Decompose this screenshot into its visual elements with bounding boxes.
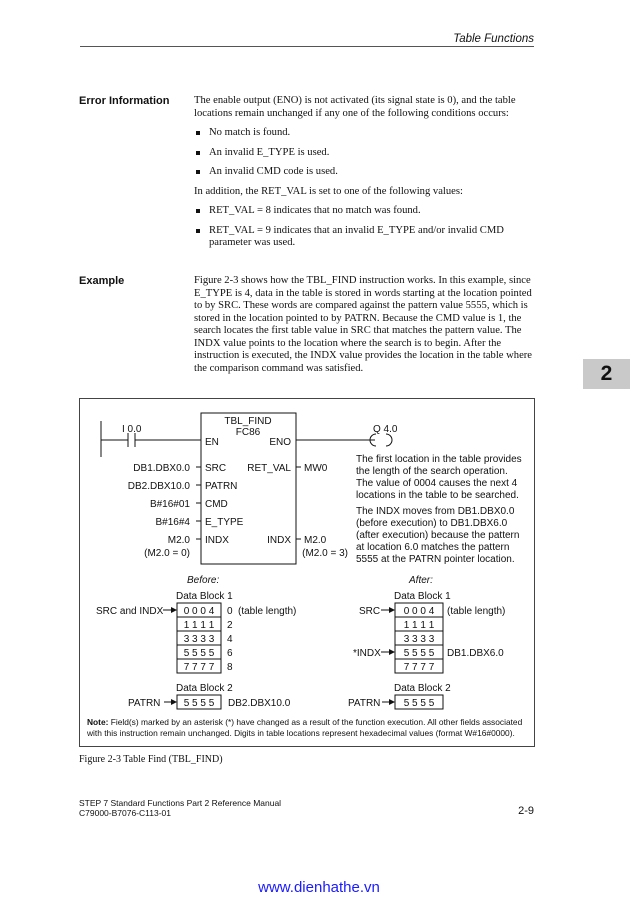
table-cell: 3 3 3 3 — [183, 634, 215, 645]
offset-label: 0 — [227, 606, 233, 617]
error-info-heading: Error Information — [79, 95, 170, 107]
footer-manual-title: STEP 7 Standard Functions Part 2 Reference Manual — [79, 798, 282, 808]
after-src-arrow — [381, 607, 395, 613]
after-patrn-arrow — [382, 699, 395, 705]
coil-right-arc — [386, 434, 392, 446]
desc-line: The value of 0004 causes the next 4 — [356, 478, 518, 489]
table-cell: 5 5 5 5 — [183, 648, 215, 659]
block-name: TBL_FIND — [224, 416, 272, 427]
figure-note — [87, 717, 530, 739]
note-label: Note: — [87, 717, 109, 727]
description-2 — [356, 506, 519, 565]
page-number: 2-9 — [518, 805, 534, 817]
ladder-diagram — [80, 399, 534, 746]
desc-line: the length of the search operation. — [356, 466, 508, 477]
src-operand: DB1.DBX0.0 — [133, 463, 190, 474]
desc-line: at location 6.0 matches the pattern — [356, 542, 510, 553]
length-note: (table length) — [238, 606, 297, 617]
table-cell: 5 5 5 5 — [403, 648, 435, 659]
after-indx-addr: DB1.DBX6.0 — [447, 648, 504, 659]
after-patrn-label: PATRN — [348, 698, 381, 709]
before-label: Before: — [187, 575, 220, 586]
note-text: Field(s) marked by an asterisk (*) have changed as a result of the function execution. All other fields associated with this instruction remain unchanged. Digits in table locations represent hexadecimal values (format W#16#0000). — [87, 717, 523, 738]
desc-line: (after execution) because the pattern — [356, 530, 520, 541]
after-db1-title: Data Block 1 — [394, 591, 451, 602]
figure-caption: Figure 2-3 Table Find (TBL_FIND) — [79, 754, 223, 765]
error-info-body — [194, 95, 534, 257]
before-db2-title: Data Block 2 — [176, 683, 233, 694]
after-indx-arrow — [381, 649, 395, 655]
eno-pin: ENO — [269, 437, 291, 448]
list-item: An invalid E_TYPE is used. — [194, 147, 534, 160]
before-table — [177, 603, 296, 673]
offset-label: 4 — [227, 634, 233, 645]
list-item: An invalid CMD code is used. — [194, 166, 534, 179]
before-db1-title: Data Block 1 — [176, 591, 233, 602]
table-cell: 1 1 1 1 — [183, 620, 215, 631]
offset-label: 8 — [227, 662, 233, 673]
offset-label: 2 — [227, 620, 233, 631]
after-src-label: SRC — [359, 606, 381, 617]
desc-line: locations in the table to be searched. — [356, 490, 519, 501]
length-note: (table length) — [447, 606, 506, 617]
cmd-operand: B#16#01 — [149, 499, 190, 510]
patrn-pin: PATRN — [205, 481, 238, 492]
offset-label: 6 — [227, 648, 233, 659]
indx-in-note: (M2.0 = 0) — [144, 548, 190, 559]
cmd-pin: CMD — [205, 499, 228, 510]
desc-line: The first location in the table provides — [356, 454, 522, 465]
patrn-operand: DB2.DBX10.0 — [127, 481, 190, 492]
table-cell: 3 3 3 3 — [403, 634, 435, 645]
list-item: RET_VAL = 9 indicates that an invalid E_TYPE and/or invalid CMD parameter was used. — [194, 225, 534, 250]
retval-list — [194, 205, 534, 250]
watermark-link[interactable]: www.dienhathe.vn — [258, 879, 380, 896]
after-indx-label: *INDX — [353, 648, 381, 659]
coil-label: Q 4.0 — [373, 424, 398, 435]
en-pin: EN — [205, 437, 219, 448]
footer-order-number: C79000-B7076-C113-01 — [79, 808, 171, 818]
table-cell: 1 1 1 1 — [403, 620, 435, 631]
retval-operand: MW0 — [304, 463, 328, 474]
header-rule — [80, 46, 534, 47]
contact-label: I 0.0 — [122, 424, 142, 435]
example-heading: Example — [79, 275, 125, 287]
retval-pin: RET_VAL — [247, 463, 291, 474]
before-patrn-arrow — [164, 699, 177, 705]
indx-out-note: (M2.0 = 3) — [302, 548, 348, 559]
indx-out-pin: INDX — [267, 535, 291, 546]
list-item: No match is found. — [194, 127, 534, 140]
etype-pin: E_TYPE — [205, 517, 244, 528]
retval-intro: In addition, the RET_VAL is set to one of the following values: — [194, 185, 463, 197]
indx-out-operand: M2.0 — [304, 535, 327, 546]
running-header: Table Functions — [453, 33, 534, 45]
table-cell: 7 7 7 7 — [183, 662, 215, 673]
figure-box — [79, 398, 535, 747]
after-db2-title: Data Block 2 — [394, 683, 451, 694]
example-text: Figure 2-3 shows how the TBL_FIND instruction works. In this example, since E_TYPE is 4, data in the table is stored in words starting at the location pointed to by SRC. These words are compared against the pattern value 5555, which is stored in the location pointed to by PATRN. Because the CMD value is 1, the search locates the first table value in SRC that matches the pattern value. The INDX value points to the location where the search is to begin. After the instruction is executed, the INDX value provides the location in the table where the comparison command was satisfied. — [194, 275, 533, 374]
table-cell: 7 7 7 7 — [403, 662, 435, 673]
table-cell: 5 5 5 5 — [183, 698, 215, 709]
footer — [79, 798, 281, 818]
description-1 — [356, 454, 522, 501]
chapter-tab: 2 — [583, 359, 630, 389]
before-pointer-arrow — [163, 607, 177, 613]
table-cell: 0 0 0 4 — [183, 606, 215, 617]
desc-line: The INDX moves from DB1.DBX0.0 — [356, 506, 515, 517]
before-pointer-label: SRC and INDX — [96, 606, 164, 617]
block-id: FC86 — [235, 427, 261, 438]
table-cell: 5 5 5 5 — [403, 698, 435, 709]
before-patrn-label: PATRN — [128, 698, 161, 709]
list-item: RET_VAL = 8 indicates that no match was found. — [194, 205, 534, 218]
error-info-intro: The enable output (ENO) is not activated (its signal state is 0), and the table locations remain unchanged if any one of the following conditions occurs: — [194, 95, 516, 119]
desc-line: 5555 at the PATRN pointer location. — [356, 554, 515, 565]
src-pin: SRC — [205, 463, 227, 474]
example-body — [194, 275, 534, 382]
indx-pin: INDX — [205, 535, 229, 546]
indx-operand: M2.0 — [167, 535, 190, 546]
desc-line: (before execution) to DB1.DBX6.0 — [356, 518, 508, 529]
etype-operand: B#16#4 — [155, 517, 190, 528]
after-label: After: — [409, 575, 433, 586]
input-pins — [128, 463, 244, 559]
after-table — [395, 603, 505, 673]
output-pins — [247, 463, 348, 559]
error-conditions-list — [194, 127, 534, 179]
table-cell: 0 0 0 4 — [403, 606, 435, 617]
before-patrn-addr: DB2.DBX10.0 — [228, 698, 291, 709]
